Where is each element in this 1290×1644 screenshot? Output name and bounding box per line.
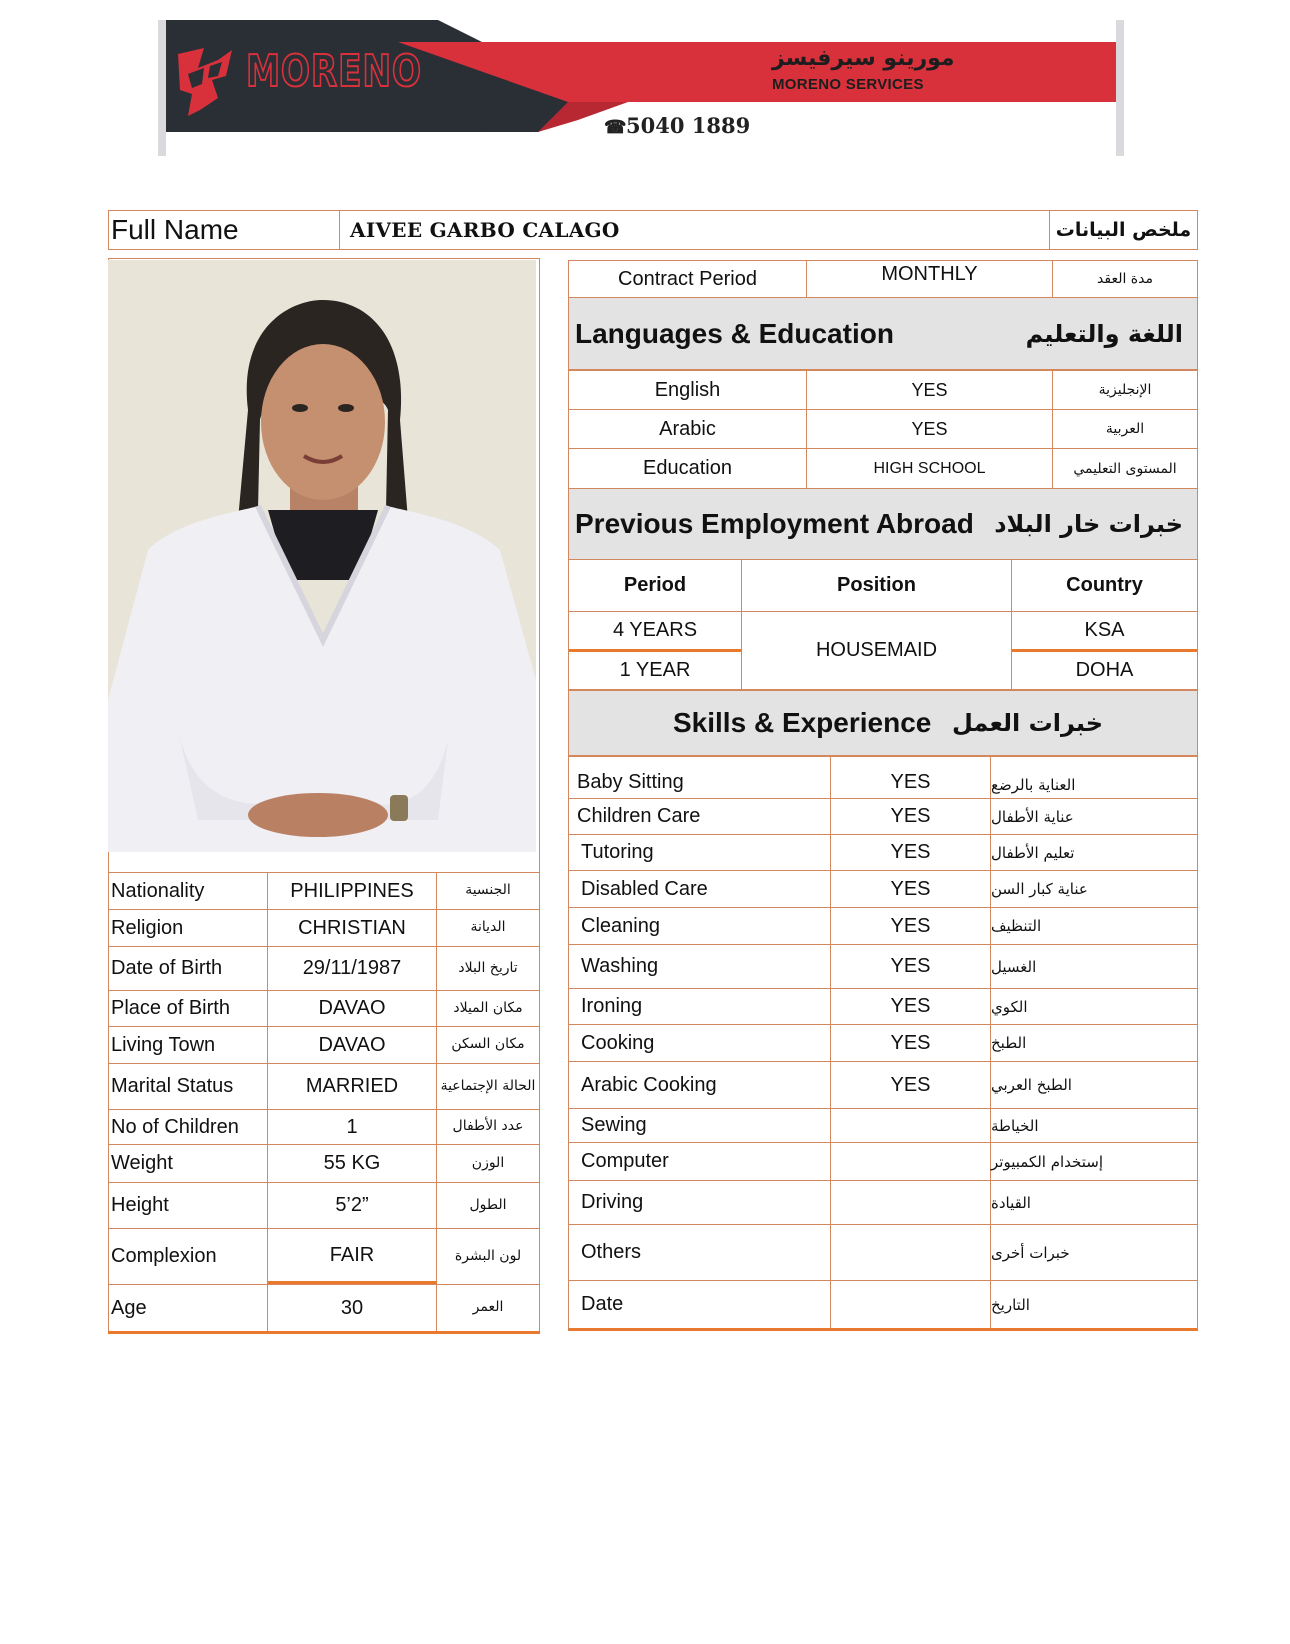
languages-section-header xyxy=(568,297,1198,370)
personal-label: Height xyxy=(108,1183,268,1228)
skill-value: YES xyxy=(831,757,991,798)
skill-arabic: الطبخ xyxy=(991,1034,1027,1052)
employment-header-row xyxy=(568,560,1198,612)
personal-arabic: لون البشرة xyxy=(437,1229,540,1284)
personal-arabic: الوزن xyxy=(437,1145,540,1182)
skill-arabic: عناية كبار السن xyxy=(991,880,1088,898)
full-name-label: Full Name xyxy=(109,211,340,249)
phone-icon: ☎ xyxy=(604,117,627,138)
employment-period: 1 YEAR xyxy=(569,652,742,689)
skill-arabic: القيادة xyxy=(991,1193,1031,1212)
personal-row xyxy=(108,1228,540,1284)
banner-edge-right xyxy=(1116,20,1124,156)
personal-row xyxy=(108,1109,540,1144)
personal-arabic: عدد الأطفال xyxy=(437,1110,540,1144)
summary-arabic-label: ملخص البيانات xyxy=(1055,219,1192,241)
phone-text: 5040 1889 xyxy=(626,113,751,138)
skill-value xyxy=(831,1225,991,1280)
skill-value: YES xyxy=(831,799,991,834)
skills-section-arabic: خبرات العمل xyxy=(951,709,1103,737)
personal-row xyxy=(108,909,540,946)
skill-value xyxy=(831,1281,991,1328)
language-arabic: العربية xyxy=(1105,421,1145,437)
employment-header-country: Country xyxy=(1066,574,1143,596)
skill-label: Computer xyxy=(569,1143,831,1180)
skill-label: Baby Sitting xyxy=(569,757,831,798)
date-row xyxy=(568,1280,1198,1331)
skill-row xyxy=(568,944,1198,988)
employment-period: 4 YEARS xyxy=(569,612,742,652)
personal-value: 55 KG xyxy=(268,1145,437,1182)
skill-row xyxy=(568,1224,1198,1280)
education-row xyxy=(568,448,1198,488)
education-label: Education xyxy=(569,449,807,488)
logo-mark-icon xyxy=(174,46,236,116)
education-arabic: المستوى التعليمي xyxy=(1073,460,1177,477)
personal-row xyxy=(108,872,540,909)
personal-value: CHRISTIAN xyxy=(268,910,437,946)
employment-body xyxy=(568,612,1198,690)
personal-arabic: الديانة xyxy=(437,910,540,946)
skill-row xyxy=(568,798,1198,834)
language-value: YES xyxy=(807,410,1053,448)
personal-row xyxy=(108,1063,540,1109)
personal-value: FAIR xyxy=(268,1229,437,1284)
language-row xyxy=(568,409,1198,448)
skill-row xyxy=(568,756,1198,798)
contract-label: Contract Period xyxy=(569,261,807,297)
skill-arabic: تعليم الأطفال xyxy=(991,843,1075,862)
language-row xyxy=(568,370,1198,409)
personal-value: 1 xyxy=(268,1110,437,1144)
skill-arabic: خبرات أخرى xyxy=(991,1243,1070,1262)
skills-section-title: Skills & Experience xyxy=(673,707,932,738)
employment-country: KSA xyxy=(1012,612,1197,652)
candidate-photo-illustration xyxy=(108,260,536,852)
skill-row xyxy=(568,834,1198,870)
skill-value: YES xyxy=(831,871,991,907)
skill-arabic: التنظيف xyxy=(991,917,1042,935)
skill-value: YES xyxy=(831,1025,991,1061)
contract-row xyxy=(568,260,1198,297)
employment-section-arabic: خبرات خار البلاد xyxy=(994,510,1183,538)
skill-arabic: الخياطة xyxy=(991,1116,1039,1135)
skill-row xyxy=(568,1108,1198,1142)
personal-label: Place of Birth xyxy=(108,991,268,1026)
skill-arabic: إستخدام الكمبيوتر xyxy=(991,1152,1103,1171)
right-column xyxy=(568,260,1198,1336)
contract-value: MONTHLY xyxy=(807,261,1053,297)
full-name-row xyxy=(108,210,1198,250)
skill-arabic: التاريخ xyxy=(991,1295,1030,1314)
skill-arabic: العناية بالرضع xyxy=(991,776,1076,794)
personal-value: DAVAO xyxy=(268,1027,437,1063)
personal-value: 5’2” xyxy=(268,1183,437,1228)
skill-label: Children Care xyxy=(569,799,831,834)
skill-row xyxy=(568,1142,1198,1180)
skill-value: YES xyxy=(831,835,991,870)
full-name-value: AIVEE GARBO CALAGO xyxy=(340,211,1050,249)
personal-arabic: تاريخ البلاد xyxy=(437,947,540,990)
skill-value xyxy=(831,1143,991,1180)
personal-value: DAVAO xyxy=(268,991,437,1026)
language-label: English xyxy=(569,371,807,409)
personal-label: Marital Status xyxy=(108,1064,268,1109)
personal-label: Nationality xyxy=(108,873,268,909)
languages-section-title: Languages & Education xyxy=(575,317,894,349)
skill-value: YES xyxy=(831,1062,991,1108)
personal-label: Complexion xyxy=(108,1229,268,1284)
personal-label: Weight xyxy=(108,1145,268,1182)
skill-row xyxy=(568,988,1198,1024)
personal-row xyxy=(108,990,540,1026)
brand-arabic: مورينو سيرفيسز xyxy=(772,46,955,71)
employment-section-title: Previous Employment Abroad xyxy=(575,508,974,539)
language-arabic: الإنجليزية xyxy=(1098,382,1152,398)
skill-row xyxy=(568,907,1198,944)
header-banner xyxy=(158,20,1124,156)
skill-value xyxy=(831,1181,991,1224)
personal-arabic: مكان السكن xyxy=(437,1027,540,1063)
employment-country: DOHA xyxy=(1075,659,1134,681)
skill-label: Disabled Care xyxy=(569,871,831,907)
skill-value: YES xyxy=(831,908,991,944)
skill-arabic: عناية الأطفال xyxy=(991,807,1074,826)
skill-row xyxy=(568,870,1198,907)
personal-value: 30 xyxy=(268,1285,437,1331)
skill-label: Washing xyxy=(569,945,831,988)
personal-arabic: الحالة الإجتماعية xyxy=(437,1064,540,1109)
phone-number xyxy=(604,113,750,138)
personal-label: No of Children xyxy=(108,1110,268,1144)
personal-row xyxy=(108,1182,540,1228)
education-value: HIGH SCHOOL xyxy=(807,449,1053,488)
skills-section-header xyxy=(568,690,1198,756)
contract-arabic: مدة العقد xyxy=(1097,271,1153,287)
skill-label: Cooking xyxy=(569,1025,831,1061)
skill-row xyxy=(568,1180,1198,1224)
language-label: Arabic xyxy=(569,410,807,448)
skill-label: Tutoring xyxy=(569,835,831,870)
personal-row xyxy=(108,946,540,990)
skill-arabic: الغسيل xyxy=(991,957,1037,976)
skill-arabic: الكوي xyxy=(991,997,1028,1016)
skill-label: Driving xyxy=(569,1181,831,1224)
personal-label: Living Town xyxy=(108,1027,268,1063)
skill-label: Arabic Cooking xyxy=(569,1062,831,1108)
employment-header-period: Period xyxy=(569,560,742,611)
skill-label: Ironing xyxy=(569,989,831,1024)
personal-arabic: مكان الميلاد xyxy=(437,991,540,1026)
employment-section-header xyxy=(568,488,1198,560)
banner-edge-left xyxy=(158,20,166,156)
logo-wordmark: MORENO xyxy=(246,46,422,97)
personal-row xyxy=(108,1284,540,1334)
skill-value xyxy=(831,1109,991,1142)
personal-row xyxy=(108,1144,540,1182)
skill-label: Others xyxy=(569,1225,831,1280)
employment-header-position: Position xyxy=(742,560,1012,611)
skill-value: YES xyxy=(831,989,991,1024)
employment-position: HOUSEMAID xyxy=(742,612,1012,689)
personal-row xyxy=(108,1026,540,1063)
personal-label: Date of Birth xyxy=(108,947,268,990)
personal-arabic: الجنسية xyxy=(437,873,540,909)
personal-value: MARRIED xyxy=(268,1064,437,1109)
personal-label: Religion xyxy=(108,910,268,946)
personal-arabic: الطول xyxy=(437,1183,540,1228)
skill-label: Sewing xyxy=(569,1109,831,1142)
personal-arabic: العمر xyxy=(437,1285,540,1331)
skill-value: YES xyxy=(831,945,991,988)
skill-row xyxy=(568,1024,1198,1061)
languages-section-arabic: اللغة والتعليم xyxy=(1025,319,1183,348)
personal-value: 29/11/1987 xyxy=(268,947,437,990)
skill-row xyxy=(568,1061,1198,1108)
skill-label: Cleaning xyxy=(569,908,831,944)
language-value: YES xyxy=(807,371,1053,409)
candidate-photo xyxy=(108,260,536,852)
brand-english: MORENO SERVICES xyxy=(772,76,924,93)
skill-arabic: الطبخ العربي xyxy=(991,1076,1072,1094)
skill-label: Date xyxy=(569,1281,831,1328)
personal-label: Age xyxy=(108,1285,268,1331)
personal-value: PHILIPPINES xyxy=(268,873,437,909)
